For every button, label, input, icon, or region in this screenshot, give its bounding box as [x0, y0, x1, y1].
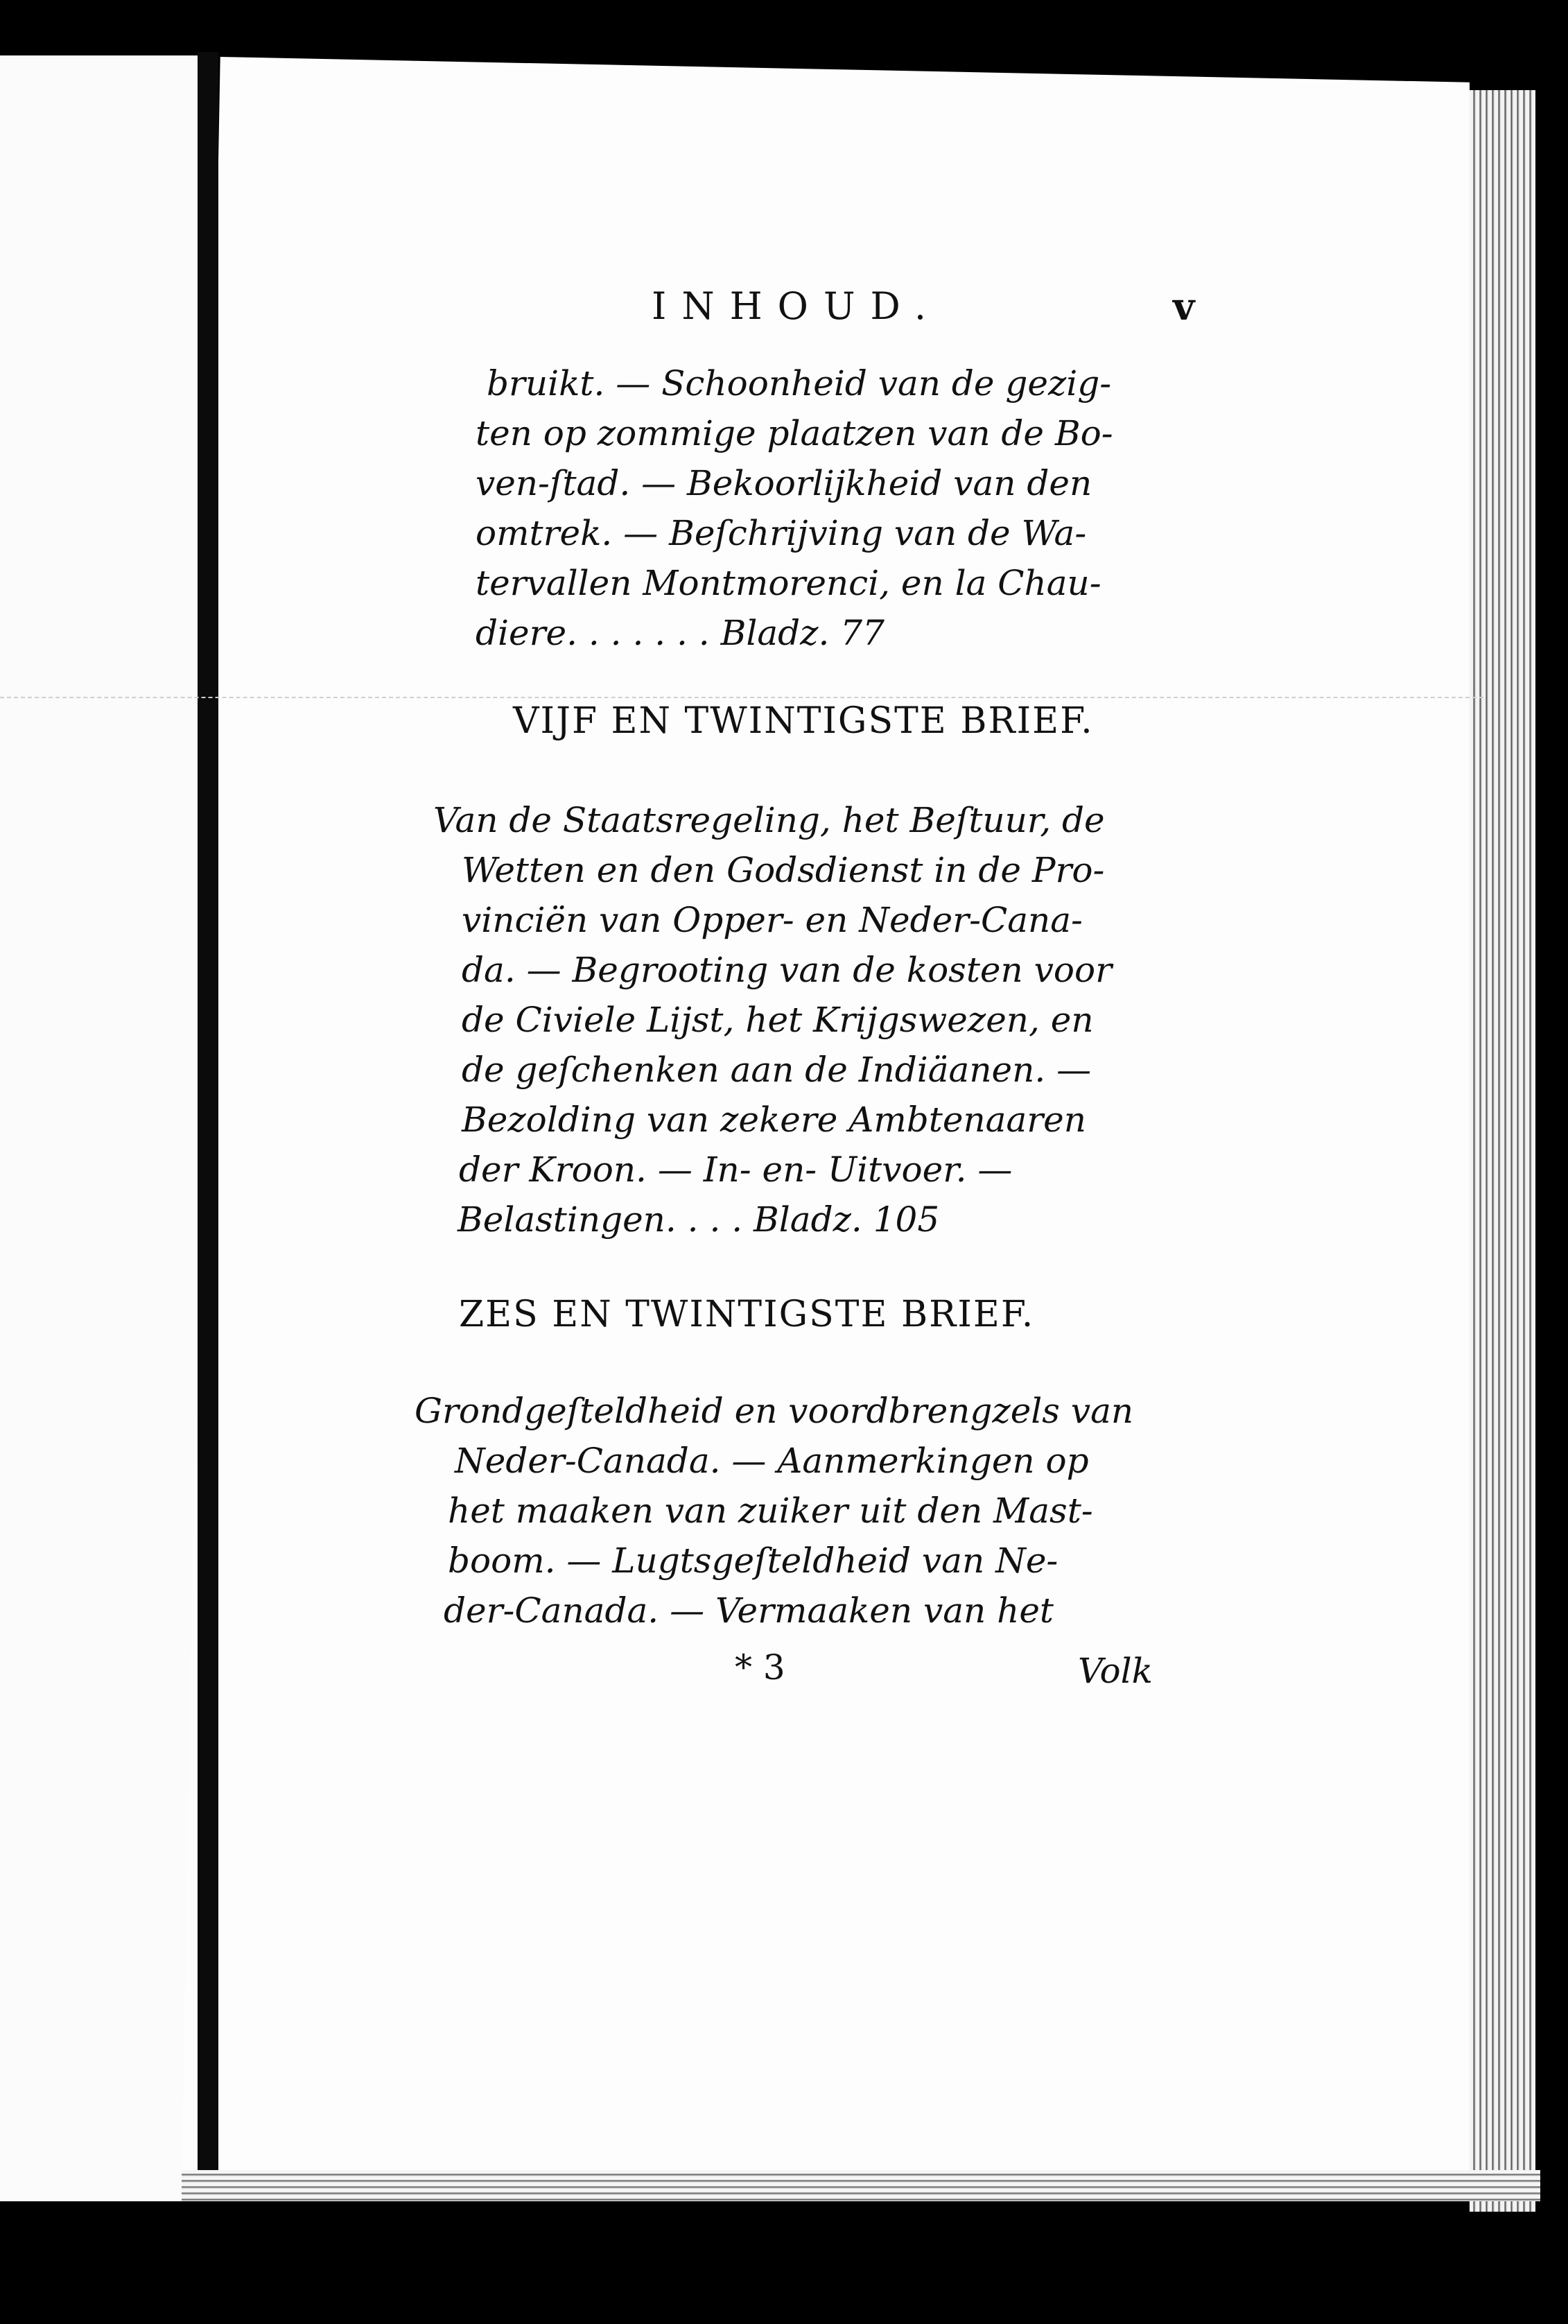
section2-line: de geſchenken aan de Indiäanen. — [462, 1050, 1092, 1090]
section1-line: ten op zommige plaatzen van de Bo- [476, 413, 1113, 453]
section3-line: boom. — Lugtsgeſteldheid van Ne- [448, 1541, 1059, 1581]
section3-line: het maaken van zuiker uit den Mast- [448, 1491, 1093, 1531]
section2-line: da. — Begrooting van de kosten voor [462, 950, 1112, 990]
section2-heading: VIJF EN TWINTIGSTE BRIEF. [513, 700, 1094, 742]
section2-line: Bezolding van zekere Ambtenaaren [462, 1100, 1086, 1140]
section1-line: omtrek. — Beſchrijving van de Wa- [476, 513, 1087, 553]
running-head-title: INHOUD. [652, 284, 941, 328]
section1-line: ven-ſtad. — Bekoorlijkheid van den [476, 463, 1092, 503]
section3-line: der-Canada. — Vermaaken van het [444, 1590, 1054, 1631]
catchword: Volk [1078, 1651, 1153, 1691]
section1-line: bruikt. — Schoonheid van de gezig- [487, 363, 1112, 404]
section3-line: Grondgeſteldheid en voordbrengzels van [415, 1391, 1134, 1431]
section1-line: tervallen Montmorenci, en la Chau- [476, 563, 1101, 603]
section2-line: Wetten en den Godsdienst in de Pro- [462, 850, 1105, 890]
section3-heading: ZES EN TWINTIGSTE BRIEF. [459, 1294, 1035, 1335]
section2-line: Van de Staatsregeling, het Beſtuur, de [433, 800, 1105, 840]
section2-line: de Civiele Lijst, het Krijgswezen, en [462, 1000, 1094, 1040]
section3-line: Neder-Canada. — Aanmerkingen op [455, 1441, 1089, 1481]
signature-mark: * 3 [735, 1647, 785, 1688]
section1-line-bladz: diere. . . . . . . Bladz. 77 [476, 613, 885, 653]
page-numeral: v [1173, 284, 1195, 329]
section2-line-bladz: Belastingen. . . . Bladz. 105 [458, 1199, 940, 1240]
section2-line: vinciën van Opper- en Neder-Cana- [462, 900, 1083, 940]
section2-line: der Kroon. — In- en- Uitvoer. — [459, 1150, 1013, 1190]
